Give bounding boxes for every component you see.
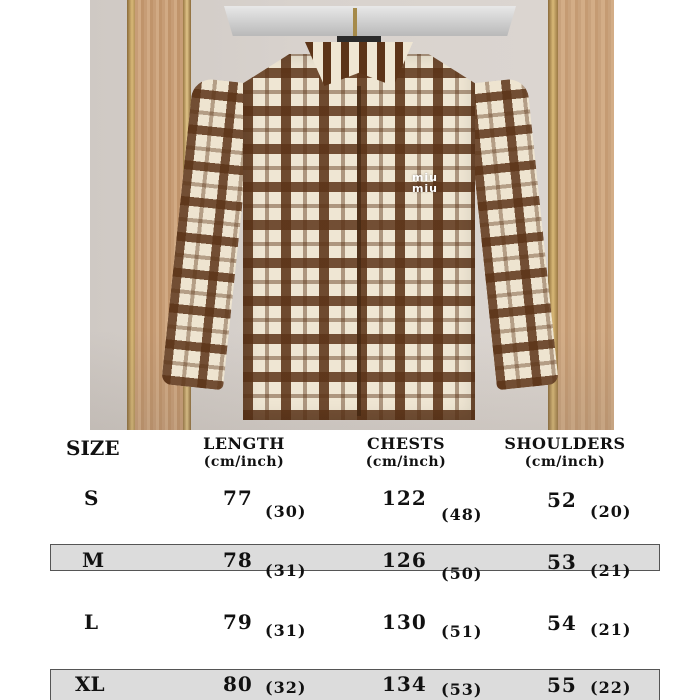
chest-inch: (50) bbox=[441, 564, 483, 583]
shoulder-cm: 52 bbox=[547, 488, 577, 512]
jacket-placket bbox=[357, 86, 361, 416]
shoulder-inch: (21) bbox=[590, 561, 632, 580]
size-label: L bbox=[84, 610, 99, 634]
header-length-title: LENGTH bbox=[203, 434, 285, 453]
shoulder-cm: 54 bbox=[547, 611, 577, 635]
chest-cm: 126 bbox=[382, 548, 427, 572]
header-chests-unit: (cm/inch) bbox=[365, 454, 447, 470]
shoulder-inch: (20) bbox=[590, 502, 632, 521]
shoulder-inch: (22) bbox=[590, 678, 632, 697]
shoulder-inch: (21) bbox=[590, 620, 632, 639]
plaid-jacket bbox=[185, 36, 535, 420]
length-inch: (31) bbox=[265, 561, 307, 580]
header-shoulders-unit: (cm/inch) bbox=[524, 454, 606, 470]
shoulder-cm: 53 bbox=[547, 550, 577, 574]
length-inch: (30) bbox=[265, 502, 307, 521]
size-label: XL bbox=[75, 672, 105, 696]
hanger-hook bbox=[353, 8, 357, 38]
length-cm: 80 bbox=[223, 672, 253, 696]
header-chests-title: CHESTS bbox=[366, 434, 446, 453]
length-cm: 79 bbox=[223, 610, 253, 634]
chest-cm: 130 bbox=[382, 610, 427, 634]
header-shoulders-title: SHOULDERS bbox=[504, 434, 626, 453]
header-length-unit: (cm/inch) bbox=[203, 454, 285, 470]
header-size: SIZE bbox=[66, 436, 120, 460]
chest-cm: 122 bbox=[382, 486, 427, 510]
jacket-sleeve-right bbox=[465, 78, 559, 391]
chest-inch: (51) bbox=[441, 622, 483, 641]
length-inch: (32) bbox=[265, 678, 307, 697]
chest-inch: (48) bbox=[441, 505, 483, 524]
display-shelf bbox=[224, 6, 516, 36]
header-chests bbox=[351, 434, 461, 470]
size-label: M bbox=[82, 548, 105, 572]
size-label: S bbox=[84, 486, 99, 510]
product-photo bbox=[90, 0, 614, 430]
chest-inch: (53) bbox=[441, 680, 483, 699]
brand-logo: miu miu bbox=[411, 171, 439, 195]
length-cm: 77 bbox=[223, 486, 253, 510]
shoulder-cm: 55 bbox=[547, 673, 577, 697]
header-shoulders bbox=[497, 434, 633, 470]
length-cm: 78 bbox=[223, 548, 253, 572]
header-length bbox=[188, 434, 300, 470]
length-inch: (31) bbox=[265, 621, 307, 640]
chest-cm: 134 bbox=[382, 672, 427, 696]
